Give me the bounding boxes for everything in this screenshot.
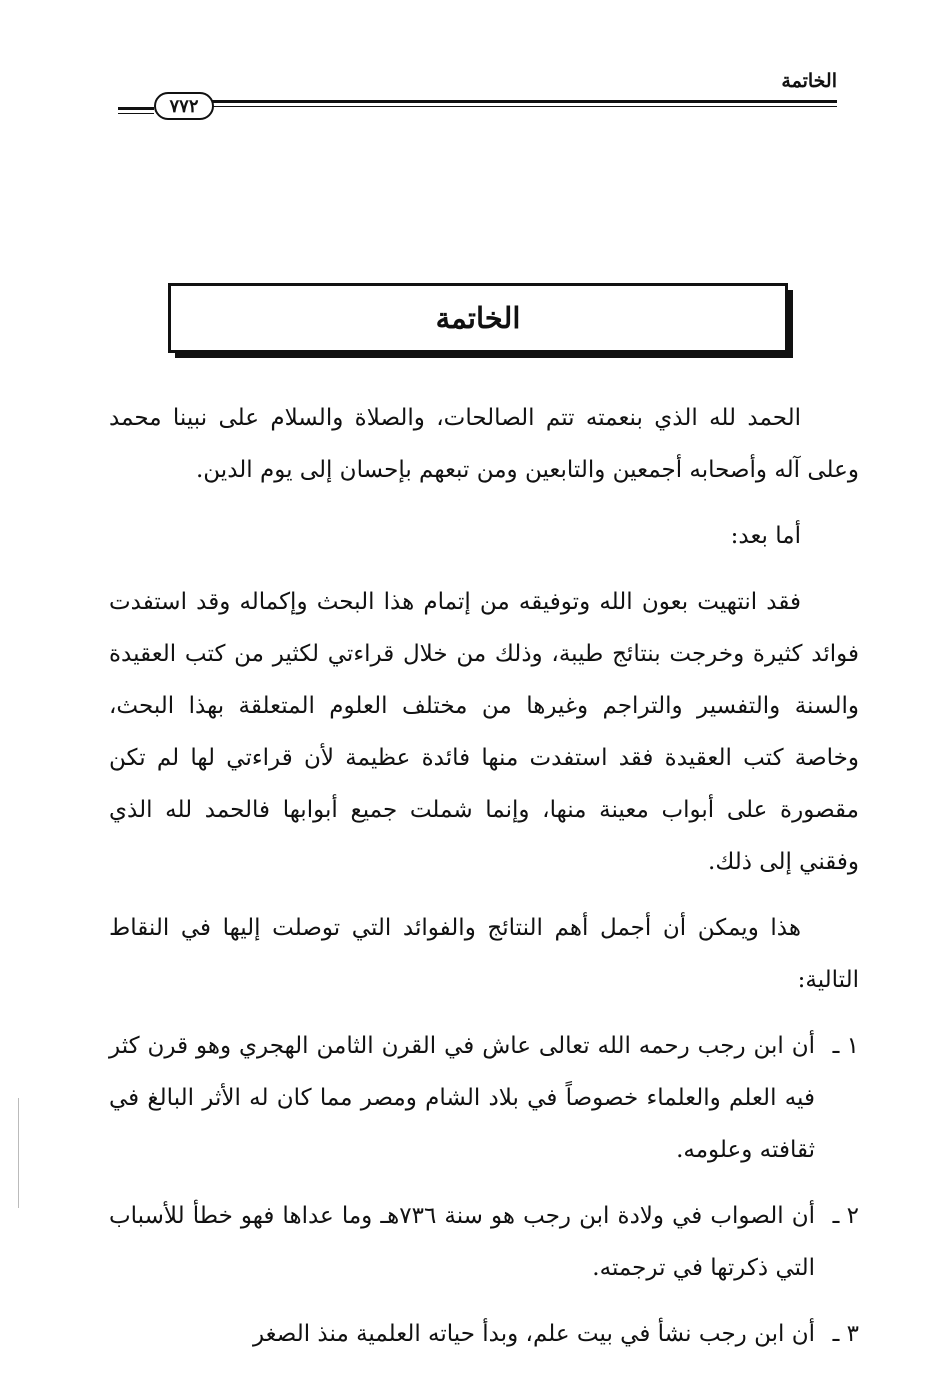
paragraph-amma-baad: أما بعد:: [730, 523, 801, 549]
list-item-text: أن ابن رجب نشأ في بيت علم، وبدأ حياته العلمية منذ الصغر: [252, 1321, 815, 1347]
header-rule: [199, 100, 837, 107]
list-item-number: ٣ ـ: [832, 1321, 859, 1347]
list-item-text: أن ابن رجب رحمه الله تعالى عاش في القرن الثامن الهجري وهو قرن كثر فيه العلم والعلماء خصوصاً في بلاد الشام ومصر مما كان له الأثر البالغ في ثقافته وعلومه.: [109, 1033, 815, 1163]
body-text: [109, 392, 859, 1374]
list-item: [109, 1308, 859, 1360]
header-rule-left: [118, 107, 154, 114]
running-header-title: الخاتمة: [781, 70, 837, 92]
chapter-title-box: [168, 283, 788, 353]
results-list: [109, 1020, 859, 1360]
paragraph-research-summary: فقد انتهيت بعون الله وتوفيقه من إتمام هذا البحث وإكماله وقد استفدت فوائد كثيرة وخرجت بنتائج طيبة، وذلك من خلال قراءتي لكثير من كتب العقيدة والسنة والتفسير والتراجم وغيرها من مختلف العلوم المتعلقة بهذا البحث، وخاصة كتب العقيدة فقد استفدت منها فائدة عظيمة لأن قراءتي لها لم تكن مقصورة على أبواب معينة منها، وإنما شملت جميع أبوابها فالحمد لله الذي وفقني إلى ذلك.: [109, 589, 859, 875]
list-item: [109, 1190, 859, 1294]
paragraph-results-intro: هذا ويمكن أن أجمل أهم النتائج والفوائد التي توصلت إليها في النقاط التالية:: [109, 915, 859, 993]
list-item-text: أن الصواب في ولادة ابن رجب هو سنة ٧٣٦هـ وما عداها فهو خطأ للأسباب التي ذكرتها في ترجمته.: [109, 1203, 816, 1281]
list-item-number: ٢ ـ: [832, 1203, 859, 1229]
page-number-badge: ٧٧٢: [154, 92, 214, 120]
scan-margin-mark: [18, 1098, 19, 1208]
chapter-title: الخاتمة: [435, 301, 521, 335]
list-item-number: ١ ـ: [832, 1033, 859, 1059]
paragraph-opening: الحمد لله الذي بنعمته تتم الصالحات، والصلاة والسلام على نبينا محمد وعلى آله وأصحابه أجمعين والتابعين ومن تبعهم بإحسان إلى يوم الدين.: [109, 405, 859, 483]
list-item: [109, 1020, 859, 1176]
